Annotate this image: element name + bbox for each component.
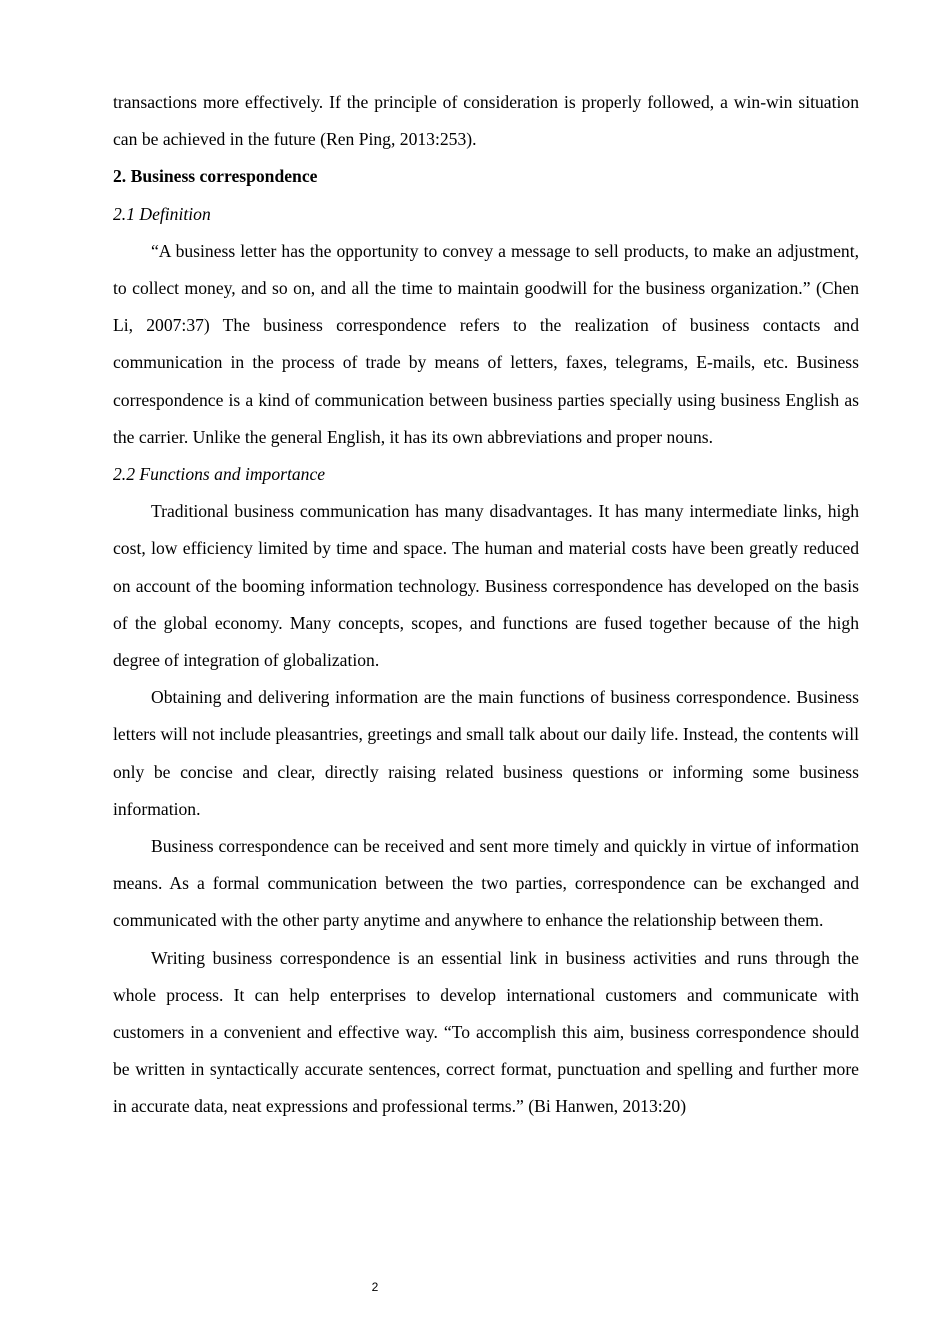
body-paragraph: “A business letter has the opportunity to convey a message to sell products, to make an adjustment, to collect money, and so on, and all the time to maintain goodwill for the business organization.” (Chen Li, 2007:37) The business correspondence refers to the realization of business contacts and communication in the process of trade by means of letters, faxes, telegrams, E-mails, etc. Business correspondence is a kind of communication between business parties specially using business English as the carrier. Unlike the general English, it has its own abbreviations and proper nouns. <box>113 240 859 447</box>
subsection-heading: 2.2 Functions and importance <box>113 464 326 485</box>
body-paragraph: transactions more effectively. If the principle of consideration is properly followed, a win-win situation can be achieved in the future (Ren Ping, 2013:253). <box>113 92 859 150</box>
body-paragraph: Writing business correspondence is an essential link in business activities and runs through the whole process. It can help enterprises to develop international customers and communicate with customers in a convenient and effective way. “To accomplish this aim, business correspondence should be written in syntactically accurate sentences, correct format, punctuation and spelling and further more in accurate data, neat expressions and professional terms.” (Bi Hanwen, 2013:20) <box>113 947 859 1117</box>
page-number: 2 <box>371 1280 379 1294</box>
body-paragraph: Traditional business communication has many disadvantages. It has many intermediate links, high cost, low efficiency limited by time and space. The human and material costs have been greatly reduced on account of the booming information technology. Business correspondence has developed on the basis of the global economy. Many concepts, scopes, and functions are fused together because of the high degree of integration of globalization. <box>113 501 859 671</box>
section-heading: 2. Business correspondence <box>113 166 318 187</box>
document-page <box>113 84 859 1126</box>
body-paragraph: Obtaining and delivering information are the main functions of business correspondence. Business letters will not include pleasantries, greetings and small talk about our daily life. Instead, the contents will only be concise and clear, directly raising related business questions or informing some business information. <box>113 687 859 819</box>
subsection-heading: 2.1 Definition <box>113 203 211 224</box>
body-paragraph: Business correspondence can be received and sent more timely and quickly in virtue of information means. As a formal communication between the two parties, correspondence can be exchanged and communicated with the other party anytime and anywhere to enhance the relationship between them. <box>113 836 859 931</box>
